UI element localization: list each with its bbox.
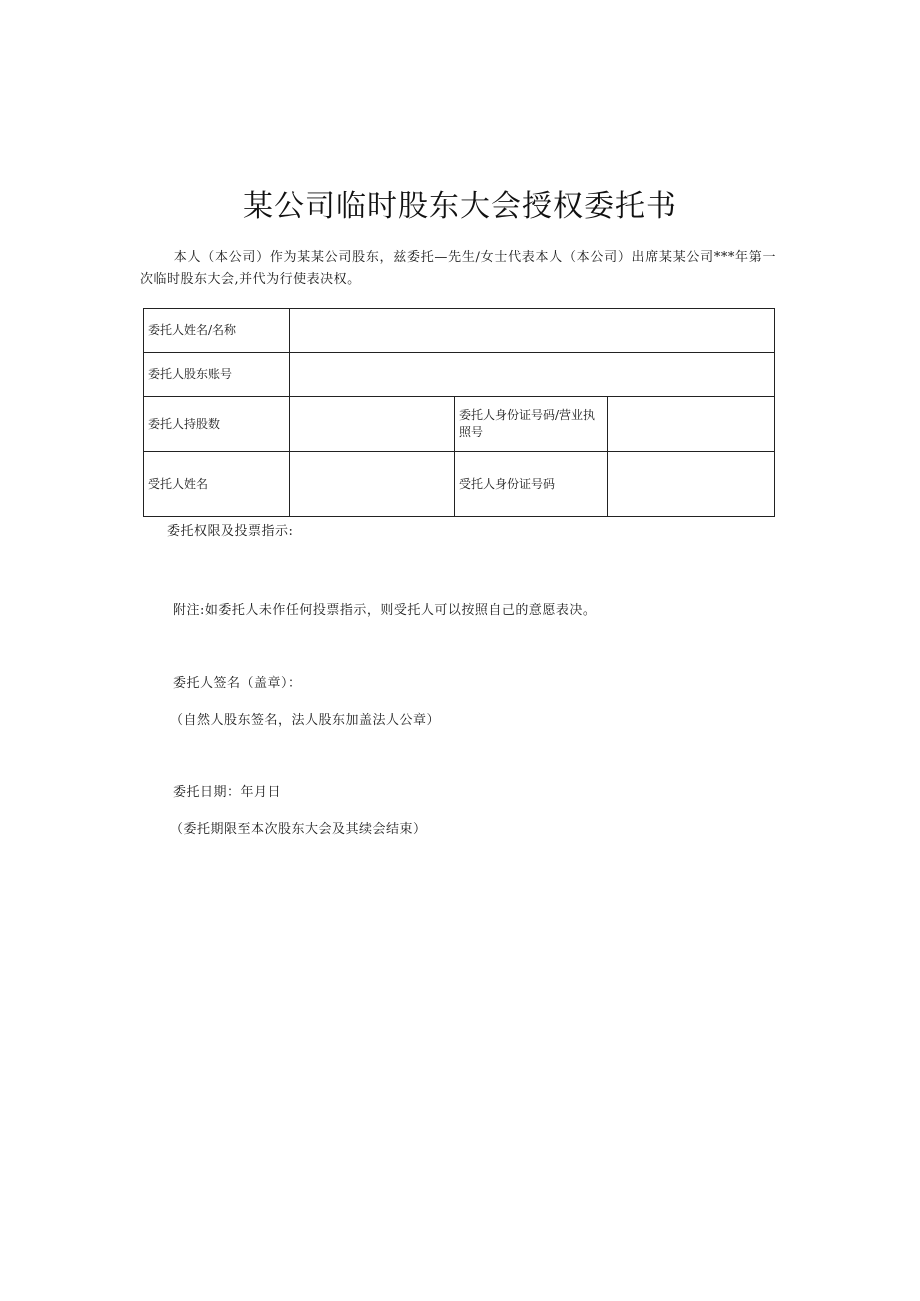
table-row	[144, 397, 775, 452]
intro-paragraph: 本人（本公司）作为某某公司股东，兹委托—先生/女士代表本人（本公司）出席某某公司***年第一次临时股东大会,并代为行使表决权。	[140, 250, 776, 287]
signature-hint: （自然人股东签名，法人股东加盖法人公章）	[170, 713, 441, 728]
principal-id-field[interactable]	[608, 397, 775, 452]
note-text: 附注:如委托人未作任何投票指示，则受托人可以按照自己的意愿表决。	[173, 603, 597, 618]
page-title: 某公司临时股东大会授权委托书	[243, 189, 677, 224]
principal-name-field[interactable]	[290, 309, 775, 353]
table-row	[144, 452, 775, 517]
agent-id-field[interactable]	[608, 452, 775, 517]
authority-heading: 委托权限及投票指示:	[167, 524, 294, 539]
table-row	[144, 309, 775, 353]
date-hint: （委托期限至本次股东大会及其续会结束）	[170, 822, 427, 837]
account-field[interactable]	[290, 353, 775, 397]
signature-label: 委托人签名（盖章）：	[173, 676, 302, 691]
date-label: 委托日期：年月日	[173, 785, 282, 800]
agent-name-label: 受托人姓名	[144, 452, 290, 517]
principal-id-label: 委托人身份证号码/营业执照号	[455, 397, 608, 452]
proxy-info-table	[143, 308, 775, 517]
table-row	[144, 353, 775, 397]
shares-label: 委托人持股数	[144, 397, 290, 452]
agent-name-field[interactable]	[290, 452, 455, 517]
shares-field[interactable]	[290, 397, 455, 452]
principal-name-label: 委托人姓名/名称	[144, 309, 290, 353]
account-label: 委托人股东账号	[144, 353, 290, 397]
agent-id-label: 受托人身份证号码	[455, 452, 608, 517]
